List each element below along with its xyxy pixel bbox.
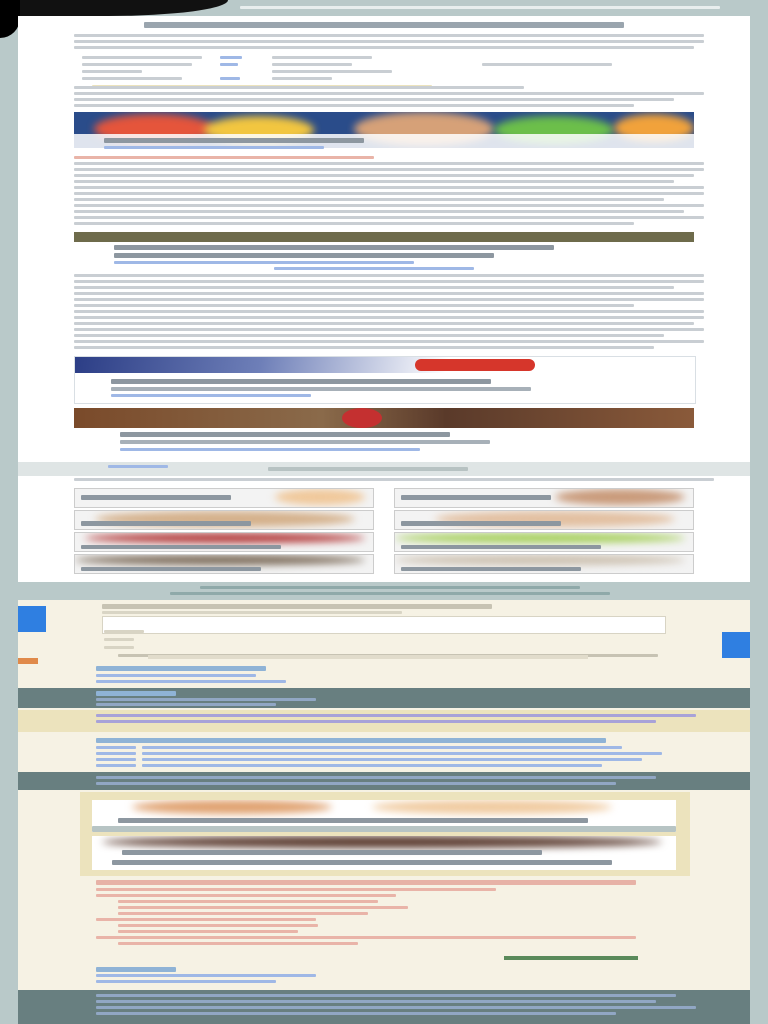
square-blue-icon[interactable] — [722, 632, 750, 658]
square-blue-icon[interactable] — [18, 606, 46, 632]
widget-highlight — [18, 710, 750, 732]
related-item[interactable] — [394, 554, 694, 574]
related-item[interactable] — [74, 532, 374, 552]
related-item[interactable] — [394, 510, 694, 530]
article-panel — [18, 16, 750, 582]
comment-textarea[interactable] — [102, 616, 666, 634]
widget-1 — [18, 662, 750, 686]
sidebar-area — [18, 600, 750, 1024]
article-image-4[interactable] — [74, 408, 694, 460]
related-item[interactable] — [74, 510, 374, 530]
widget-3 — [18, 878, 750, 952]
related-item[interactable] — [74, 488, 374, 508]
footer-band — [18, 990, 750, 1024]
submit-comment-button[interactable] — [148, 655, 588, 659]
featured-post[interactable] — [92, 836, 676, 870]
progress-bar — [504, 956, 638, 960]
widget-orange-badge — [18, 658, 38, 664]
related-grid — [74, 488, 694, 578]
related-item[interactable] — [74, 554, 374, 574]
top-nav-line — [240, 6, 720, 9]
related-item[interactable] — [394, 532, 694, 552]
image-caption-1 — [74, 134, 694, 154]
article-image-3[interactable] — [74, 356, 696, 404]
widget-band-3 — [18, 964, 750, 988]
featured-post[interactable] — [92, 800, 676, 832]
related-item[interactable] — [394, 488, 694, 508]
widget-band-2 — [18, 772, 750, 790]
widget-2 — [18, 734, 750, 772]
widget-band-1 — [18, 688, 750, 708]
image-caption-2 — [74, 242, 694, 272]
info-table — [82, 54, 622, 96]
logo-mark-left — [0, 0, 20, 38]
